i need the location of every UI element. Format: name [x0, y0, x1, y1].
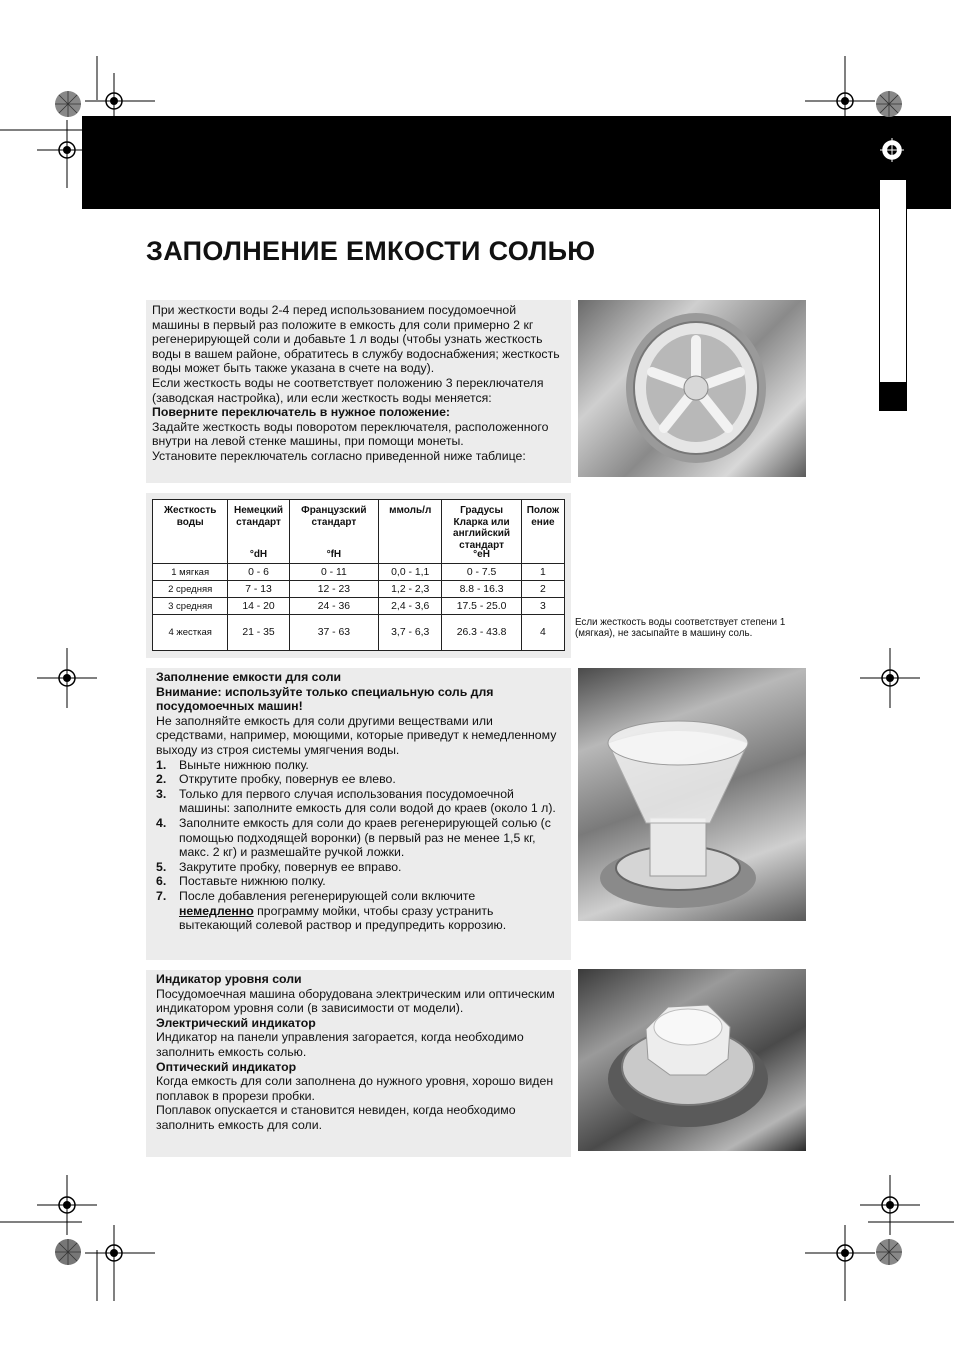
table-cell: 1,2 - 2,3: [379, 581, 442, 598]
intro-paragraph: Если жесткость воды не соответствует положению 3 переключателя (заводская настройка), или если жесткость воды меняется:: [152, 375, 544, 405]
list-item: 7. После добавления регенерирующей соли включите немедленно программу мойки, чтобы сразу устранить вытекающий солевой раствор и предупредить коррозию.: [156, 888, 507, 933]
intro-paragraph: При жесткости воды 2-4 перед использованием посудомоечной машины в первый раз положите в емкость для соли примерно 2 кг регенерирующей соли и добавьте 1 л воды (чтобы узнать жесткость воды в вашем районе, обратитесь в службу водоснабжения; жесткость воды может быть также указана в счете на воду).: [152, 303, 560, 376]
table-cell: 4: [521, 615, 564, 651]
table-cell: 0 - 11: [289, 564, 378, 581]
table-cell: 4 жесткая: [153, 615, 228, 651]
table-header-cell: Французский стандарт °fH: [289, 500, 378, 564]
table-cell: 2 средняя: [153, 581, 228, 598]
indicator-text: Посудомоечная машина оборудована электрическим или оптическим индикатором уровня соли (в зависимости от модели).: [156, 986, 555, 1016]
color-target-icon: [875, 90, 903, 118]
color-target-icon: [54, 90, 82, 118]
salt-container-photo: [578, 300, 806, 477]
list-item: 6. Поставьте нижнюю полку.: [156, 874, 326, 889]
table-cell: 12 - 23: [289, 581, 378, 598]
funnel-photo: [578, 668, 806, 921]
table-cell: 17.5 - 25.0: [442, 598, 521, 615]
table-cell: 3: [521, 598, 564, 615]
table-cell: 0 - 7.5: [442, 564, 521, 581]
electric-indicator-text: Индикатор на панели управления загорается, когда необходимо заполнить емкость солью.: [156, 1030, 524, 1059]
table-cell: 1: [521, 564, 564, 581]
table-cell: 21 - 35: [228, 615, 289, 651]
table-cell: 8.8 - 16.3: [442, 581, 521, 598]
optical-indicator-heading: Оптический индикатор: [156, 1059, 297, 1074]
table-cell: 1 мягкая: [153, 564, 228, 581]
table-header-cell: Градусы Кларка или английский стандарт °eH: [442, 500, 521, 564]
table-row: [153, 598, 565, 615]
filling-heading: Заполнение емкости для соли: [156, 670, 342, 684]
table-cell: 24 - 36: [289, 598, 378, 615]
steps-list: [156, 758, 561, 933]
intro-paragraph: Установите переключатель согласно приведенной ниже таблице:: [152, 448, 526, 463]
optical-indicator-text: Поплавок опускается и становится невиден, когда необходимо заполнить емкость для соли.: [156, 1103, 516, 1132]
soft-water-note: Если жесткость воды соответствует степени 1 (мягкая), не засыпайте в машину соль.: [575, 617, 786, 640]
table-cell: 0,0 - 1,1: [379, 564, 442, 581]
table-header-cell: Немецкий стандарт °dH: [228, 500, 289, 564]
filling-panel: [146, 668, 571, 960]
color-target-icon: [54, 1238, 82, 1266]
indicator-heading: Индикатор уровня соли: [156, 972, 302, 986]
list-item: 3. Только для первого случая использования посудомоечной машины: заполните емкость для соли водой до краев (около 1 л).: [156, 786, 556, 816]
table-cell: 7 - 13: [228, 581, 289, 598]
table-cell: 37 - 63: [289, 615, 378, 651]
hardness-table: [152, 499, 565, 651]
table-cell: 0 - 6: [228, 564, 289, 581]
table-cell: 2: [521, 581, 564, 598]
intro-heading: Поверните переключатель в нужное положение:: [152, 405, 451, 420]
table-header-cell: ммоль/л: [379, 500, 442, 564]
page-title: ЗАПОЛНЕНИЕ ЕМКОСТИ СОЛЬЮ: [146, 236, 596, 266]
list-item: 5. Закрутите пробку, повернув ее вправо.: [156, 859, 402, 874]
table-cell: 3 средняя: [153, 598, 228, 615]
table-row: [153, 615, 565, 651]
table-header-cell: Жесткость воды: [153, 500, 228, 564]
intro-paragraph: Задайте жесткость воды поворотом переключателя, расположенного внутри на левой стенке машины, при помощи монеты.: [152, 419, 549, 449]
table-cell: 26.3 - 43.8: [442, 615, 521, 651]
table-row: [153, 564, 565, 581]
indicator-panel: [146, 970, 571, 1157]
table-row: [153, 581, 565, 598]
intro-panel: [146, 300, 571, 483]
table-header-cell: Полож ение: [521, 500, 564, 564]
list-item: 2. Открутите пробку, повернув ее влево.: [156, 772, 396, 787]
list-item: 4. Заполните емкость для соли до краев регенерирующей солью (с помощью подходящей воронки) (в первый раз не менее 1,5 кг, макс. 2 кг) и размешайте ручкой ложки.: [156, 815, 551, 860]
filling-text: Не заполняйте емкость для соли другими веществами или средствами, например, моющими, которые приведут к немедленному выходу из строя системы умягчения воды.: [156, 713, 557, 757]
hardness-table-panel: [146, 493, 571, 658]
table-cell: 3,7 - 6,3: [379, 615, 442, 651]
list-item: 1. Выньте нижнюю полку.: [156, 757, 309, 772]
color-target-icon: [875, 1238, 903, 1266]
table-cell: 2,4 - 3,6: [379, 598, 442, 615]
table-cell: 14 - 20: [228, 598, 289, 615]
optical-indicator-text: Когда емкость для соли заполнена до нужного уровня, хорошо виден поплавок в прорези пробки.: [156, 1074, 554, 1103]
filling-warning: Внимание: используйте только специальную соль для посудомоечных машин!: [156, 684, 494, 714]
salt-cap-photo: [578, 969, 806, 1151]
electric-indicator-heading: Электрический индикатор: [156, 1015, 316, 1030]
